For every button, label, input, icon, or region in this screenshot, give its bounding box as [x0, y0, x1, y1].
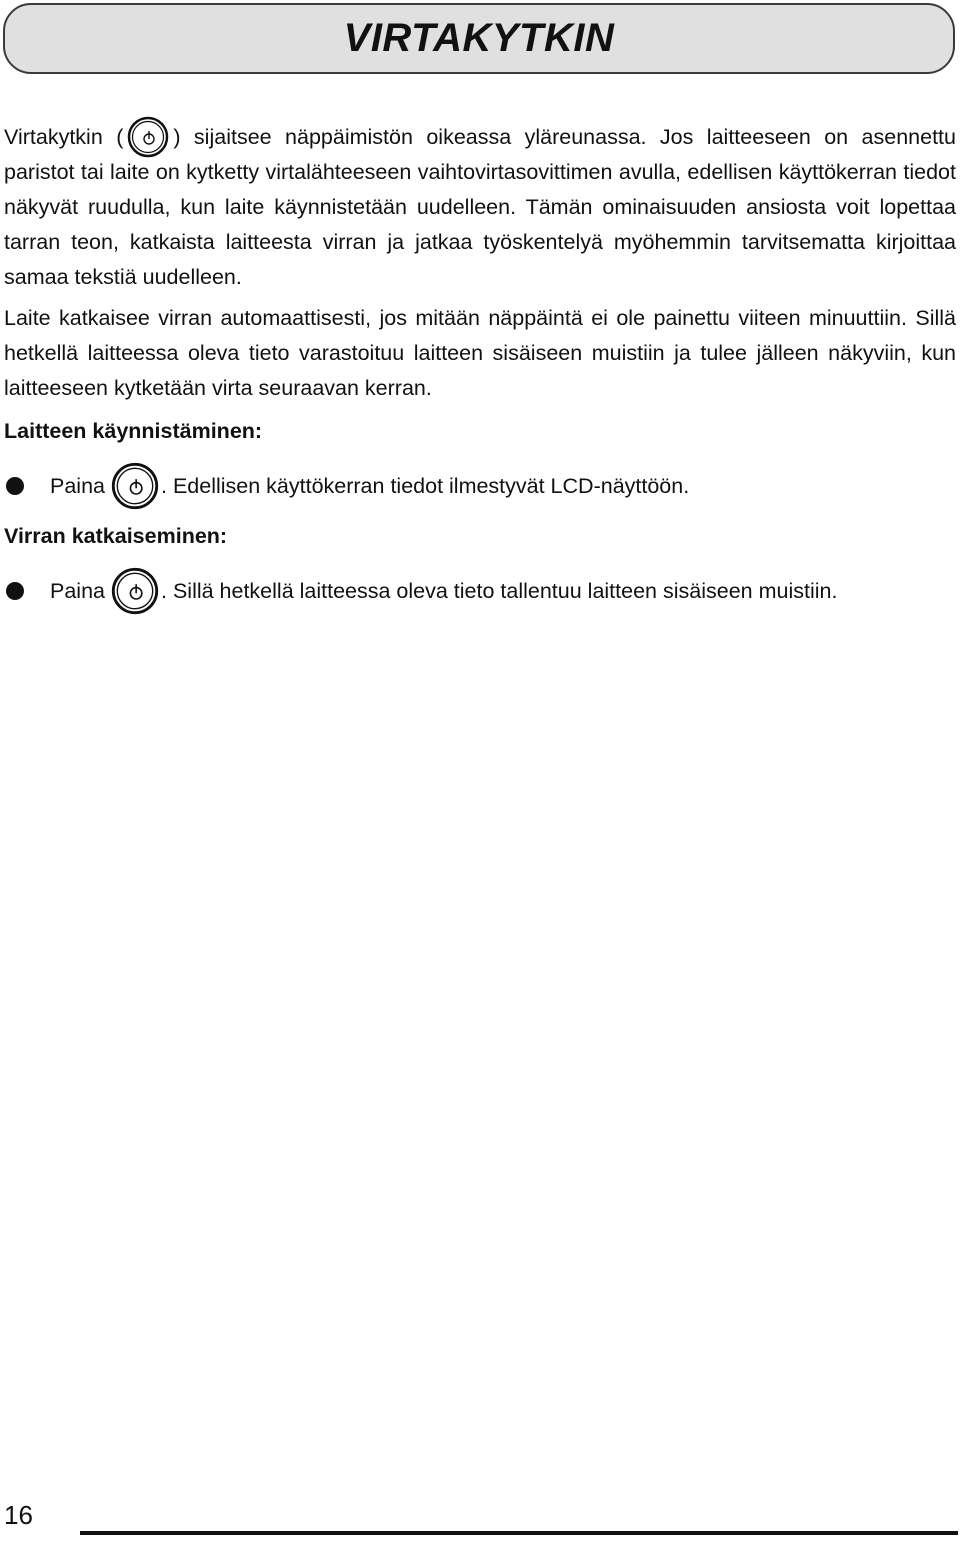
step-power-on: [4, 461, 956, 511]
power-key-icon: [111, 567, 159, 615]
title-banner: [3, 3, 955, 74]
section-heading-power-off: Virran katkaiseminen:: [4, 524, 228, 548]
section-heading-power-on: Laitteen käynnistäminen:: [4, 419, 263, 443]
power-key-icon: [127, 116, 169, 158]
footer-rule: [80, 1531, 958, 1535]
power-key-icon: [111, 462, 159, 510]
bullet-dot-icon: [6, 582, 24, 600]
step-press-label: Paina: [50, 473, 105, 498]
intro-after-icon: ) sijaitsee näppäimistön oikeassa yläreunassa. Jos laitteeseen on asennettu paristot tai laite on kytketty virtalähteeseen vaihtovirtasovittimen avulla, edellisen käyttökerran tiedot näkyvät ruudulla, kun laite käynnistetään uudelleen. Tämän ominaisuuden ansiosta voit lopettaa tarran teon, katkaista laitteesta virran ja jatkaa työskentelyä myöhemmin tarvitsematta kirjoittaa samaa tekstiä uudelleen.: [4, 125, 956, 289]
page-number: 16: [4, 1500, 33, 1530]
bullet-dot-icon: [6, 477, 24, 495]
intro-before-icon: Virtakytkin (: [4, 125, 124, 149]
step-press-label: Paina: [50, 578, 105, 603]
content: [4, 120, 956, 616]
step-power-off: [4, 566, 956, 616]
intro-paragraph: [4, 120, 956, 295]
page-title: VIRTAKYTKIN: [343, 16, 615, 60]
auto-off-paragraph: Laite katkaisee virran automaattisesti, jos mitään näppäintä ei ole painettu viiteen minuuttiin. Sillä hetkellä laitteessa oleva tieto varastoituu laitteen sisäiseen muistiin ja tulee jälleen näkyviin, kun laitteeseen kytketään virta seuraavan kerran.: [4, 306, 956, 400]
step-power-off-text: . Sillä hetkellä laitteessa oleva tieto tallentuu laitteen sisäiseen muistiin.: [161, 578, 838, 603]
step-power-on-text: . Edellisen käyttökerran tiedot ilmestyvät LCD-näyttöön.: [161, 473, 690, 498]
